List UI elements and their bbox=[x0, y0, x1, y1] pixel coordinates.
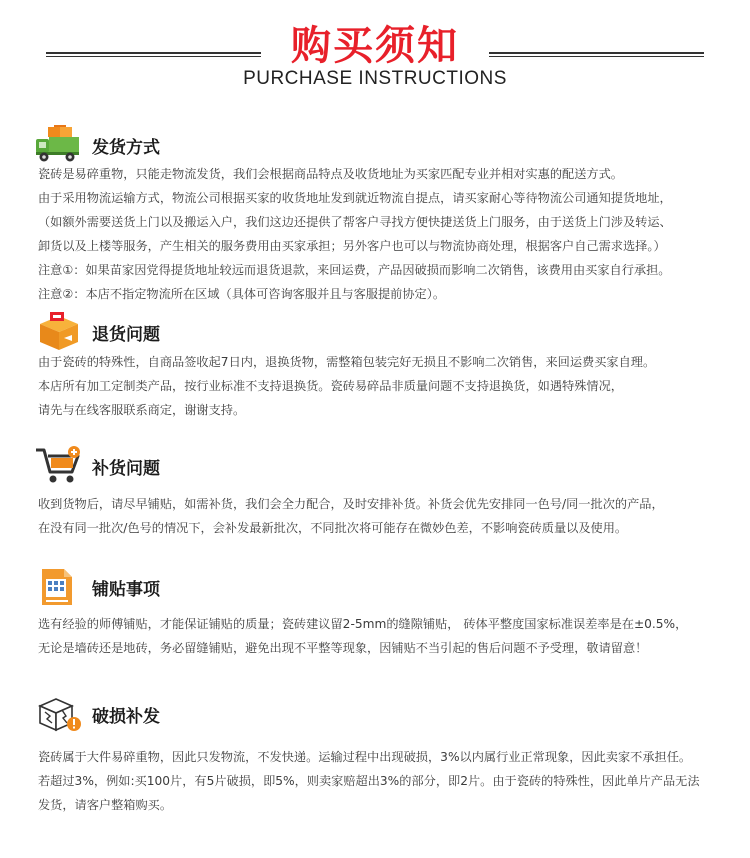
body-line: 由于瓷砖的特殊性，自商品签收起7日内，退换货物，需整箱包装完好无损且不影响二次销售，来回运费买家自理。 bbox=[38, 355, 656, 369]
body-line: 本店所有加工定制类产品，按行业标准不支持退换货。瓷砖易碎品非质量问题不支持退换货，如遇特殊情况， bbox=[38, 379, 623, 393]
body-line: 瓷砖是易碎重物，只能走物流发货，我们会根据商品特点及收货地址为买家匹配专业并相对实惠的配送方式。 bbox=[38, 167, 623, 181]
body-line: （如额外需要送货上门以及搬运入户，我们这边还提供了帮客户寻找方便快捷送货上门服务，由于送货上门涉及转运、 bbox=[38, 215, 672, 229]
tiling-document-icon bbox=[34, 567, 84, 607]
body-line: 瓷砖属于大件易碎重物，因此只发物流，不发快递。运输过程中出现破损，3%以内属行业正常现象，因此卖家不承担任。 bbox=[38, 750, 692, 764]
body-line: 若超过3%，例如:买100片，有5片破损，即5%，则卖家赔超出3%的部分，即2片。由于瓷砖的特殊性，因此单片产品无法 bbox=[38, 774, 700, 788]
body-line: 注意②：本店不指定物流所在区域（具体可咨询客服并且与客服提前协定）。 bbox=[38, 287, 446, 301]
section-title: 补货问题 bbox=[92, 459, 160, 479]
title-rule-right bbox=[489, 52, 704, 58]
section-body bbox=[38, 492, 718, 540]
return-box-icon bbox=[34, 312, 84, 352]
body-line: 选有经验的师傅铺贴，才能保证铺贴的质量；瓷砖建议留2-5mm的缝隙铺贴， 砖体平整度国家标准误差率是在±0.5%， bbox=[38, 617, 688, 631]
body-line: 注意①：如果苗家因党得提货地址较远而退货退款，来回运费，产品因破损而影响二次销售，该费用由买家自行承担。 bbox=[38, 263, 671, 277]
header bbox=[0, 0, 750, 100]
section-title: 铺贴事项 bbox=[92, 580, 160, 600]
body-line: 收到货物后，请尽早铺贴，如需补货，我们会全力配合，及时安排补货。补货会优先安排同一色号/同一批次的产品， bbox=[38, 497, 664, 511]
body-line: 在没有同一批次/色号的情况下，会补发最新批次，不同批次将可能存在微妙色差，不影响瓷砖质量以及使用。 bbox=[38, 521, 628, 535]
body-line: 请先与在线客服联系商定，谢谢支持。 bbox=[38, 403, 246, 417]
page-title: 购买须知 bbox=[291, 23, 459, 69]
section-title: 退货问题 bbox=[92, 325, 160, 345]
shopping-cart-plus-icon bbox=[34, 446, 84, 486]
section-title: 破损补发 bbox=[92, 707, 160, 727]
section-body bbox=[38, 612, 718, 660]
body-line: 发货，请客户整箱购买。 bbox=[38, 798, 173, 812]
section-title: 发货方式 bbox=[92, 138, 160, 158]
section-body bbox=[38, 350, 718, 422]
page-subtitle: PURCHASE INSTRUCTIONS bbox=[243, 68, 507, 89]
body-line: 卸货以及上楼等服务，产生相关的服务费用由买家承担；另外客户也可以与物流协商处理，根据客户自己需求选择。） bbox=[38, 239, 666, 253]
section-body bbox=[38, 745, 718, 817]
delivery-truck-icon bbox=[34, 125, 84, 165]
section-body bbox=[38, 162, 718, 306]
damaged-box-icon bbox=[34, 694, 84, 734]
body-line: 无论是墙砖还是地砖，务必留缝铺贴，避免出现不平整等现象，因铺贴不当引起的售后问题不予受理，敬请留意！ bbox=[38, 641, 648, 655]
body-line: 由于采用物流运输方式，物流公司根据买家的收货地址发到就近物流自提点，请买家耐心等待物流公司通知提货地址， bbox=[38, 191, 672, 205]
